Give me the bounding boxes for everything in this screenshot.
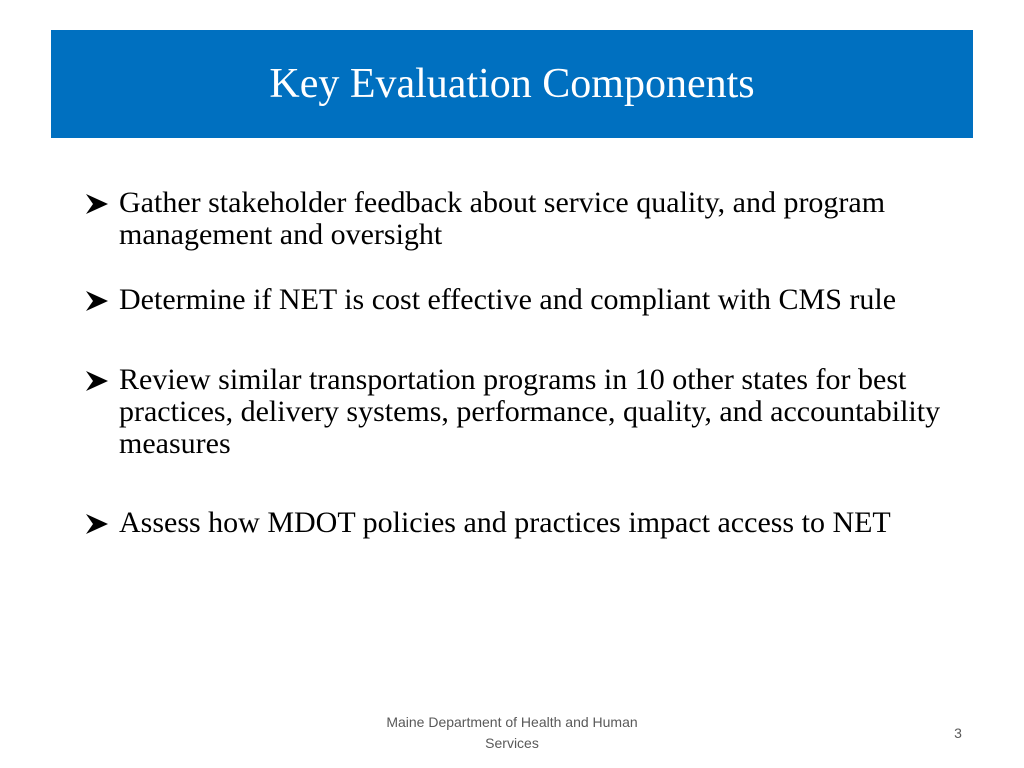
arrow-bullet-icon: [86, 284, 110, 316]
bullet-item: [86, 187, 986, 251]
bullet-item: [86, 364, 986, 460]
bullet-item: [86, 507, 986, 539]
page-number: 3: [954, 725, 962, 741]
bullet-text: Review similar transportation programs in 10 other states for best practices, delivery systems, performance, quality, and accountability measures: [119, 363, 941, 460]
bullet-list: [86, 187, 986, 539]
bullet-text: Assess how MDOT policies and practices impact access to NET: [119, 506, 891, 539]
bullet-text: Gather stakeholder feedback about service quality, and program management and oversight: [119, 186, 886, 251]
bullet-text: Determine if NET is cost effective and compliant with CMS rule: [119, 283, 897, 316]
arrow-bullet-icon: [86, 364, 110, 396]
arrow-bullet-icon: [86, 507, 110, 539]
slide-title: Key Evaluation Components: [269, 61, 755, 107]
title-band: [51, 30, 973, 138]
arrow-bullet-icon: [86, 187, 110, 219]
footer-organization: Maine Department of Health and Human Services: [386, 714, 638, 751]
bullet-item: [86, 284, 986, 316]
